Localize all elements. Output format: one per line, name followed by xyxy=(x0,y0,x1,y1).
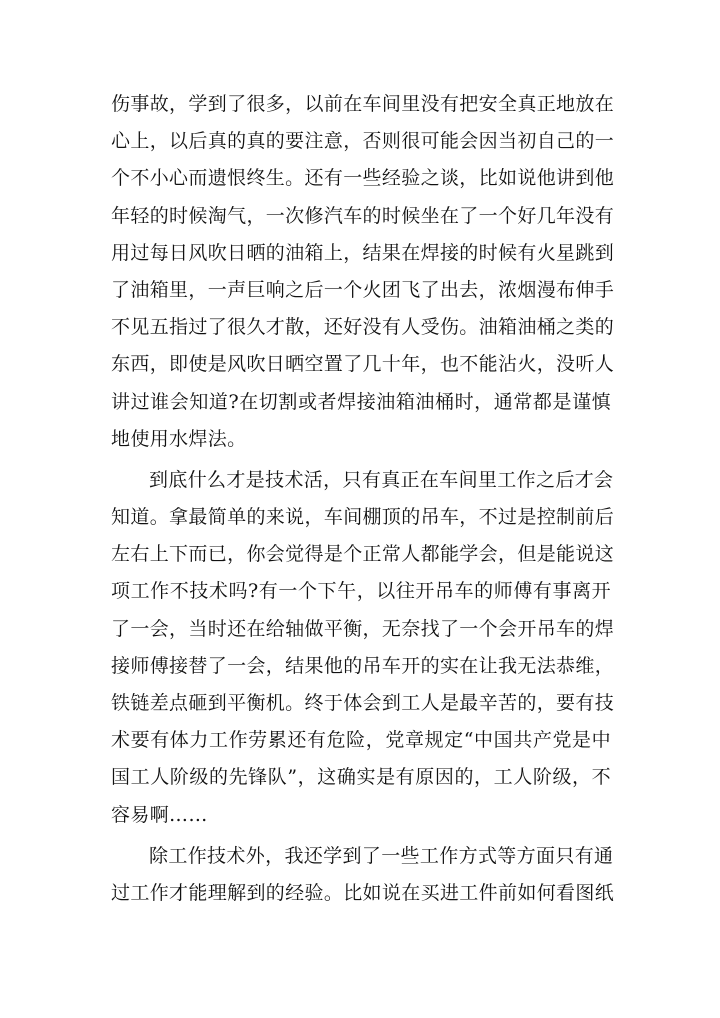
text-line: 伤事故，学到了很多，以前在车间里没有把安全真正地放在 xyxy=(111,93,615,115)
text-line: 左右上下而已，你会觉得是个正常人都能学会，但是能说这 xyxy=(111,543,615,566)
text-line: 除工作技术外，我还学到了一些工作方式等方面只有通 xyxy=(149,844,614,867)
text-line: 心上，以后真的真的要注意，否则很可能会因当初自己的一 xyxy=(111,130,615,153)
text-line: 了油箱里，一声巨响之后一个火团飞了出去，浓烟漫布伸手 xyxy=(111,278,615,301)
text-line: 不见五指过了很久才散，还好没有人受伤。油箱油桶之类的 xyxy=(111,316,615,339)
text-line: 术要有体力工作劳累还有危险，党章规定“中国共产党是中 xyxy=(111,729,611,752)
text-line: 知道。拿最简单的来说，车间棚顶的吊车，不过是控制前后 xyxy=(111,506,615,529)
text-line: 年轻的时候淘气，一次修汽车的时候坐在了一个好几年没有 xyxy=(111,204,615,227)
document-body xyxy=(111,86,615,912)
text-line: 接师傅接替了一会，结果他的吊车开的实在让我无法恭维， xyxy=(111,654,615,677)
text-line: 铁链差点砸到平衡机。终于体会到工人是最辛苦的，要有技 xyxy=(111,692,615,714)
text-line: 容易啊…… xyxy=(111,803,208,826)
text-line: 国工人阶级的先锋队”，这确实是有原因的，工人阶级，不 xyxy=(111,766,611,789)
text-line: 用过每日风吹日晒的油箱上，结果在焊接的时候有火星跳到 xyxy=(111,241,615,264)
text-line: 了一会，当时还在给轴做平衡，无奈找了一个会开吊车的焊 xyxy=(111,617,615,640)
text-line: 地使用水焊法。 xyxy=(111,427,247,450)
text-line: 讲过谁会知道?在切割或者焊接油箱油桶时，通常都是谨慎 xyxy=(111,390,611,413)
text-line: 到底什么才是技术活，只有真正在车间里工作之后才会 xyxy=(149,468,614,491)
text-line: 项工作不技术吗?有一个下午，以往开吊车的师傅有事离开 xyxy=(111,580,611,603)
text-line: 过工作才能理解到的经验。比如说在买进工件前如何看图纸 xyxy=(111,881,615,904)
text-line: 个不小心而遗恨终生。还有一些经验之谈，比如说他讲到他 xyxy=(111,167,615,190)
text-line: 东西，即使是风吹日晒空置了几十年，也不能沾火，没听人 xyxy=(111,353,615,376)
